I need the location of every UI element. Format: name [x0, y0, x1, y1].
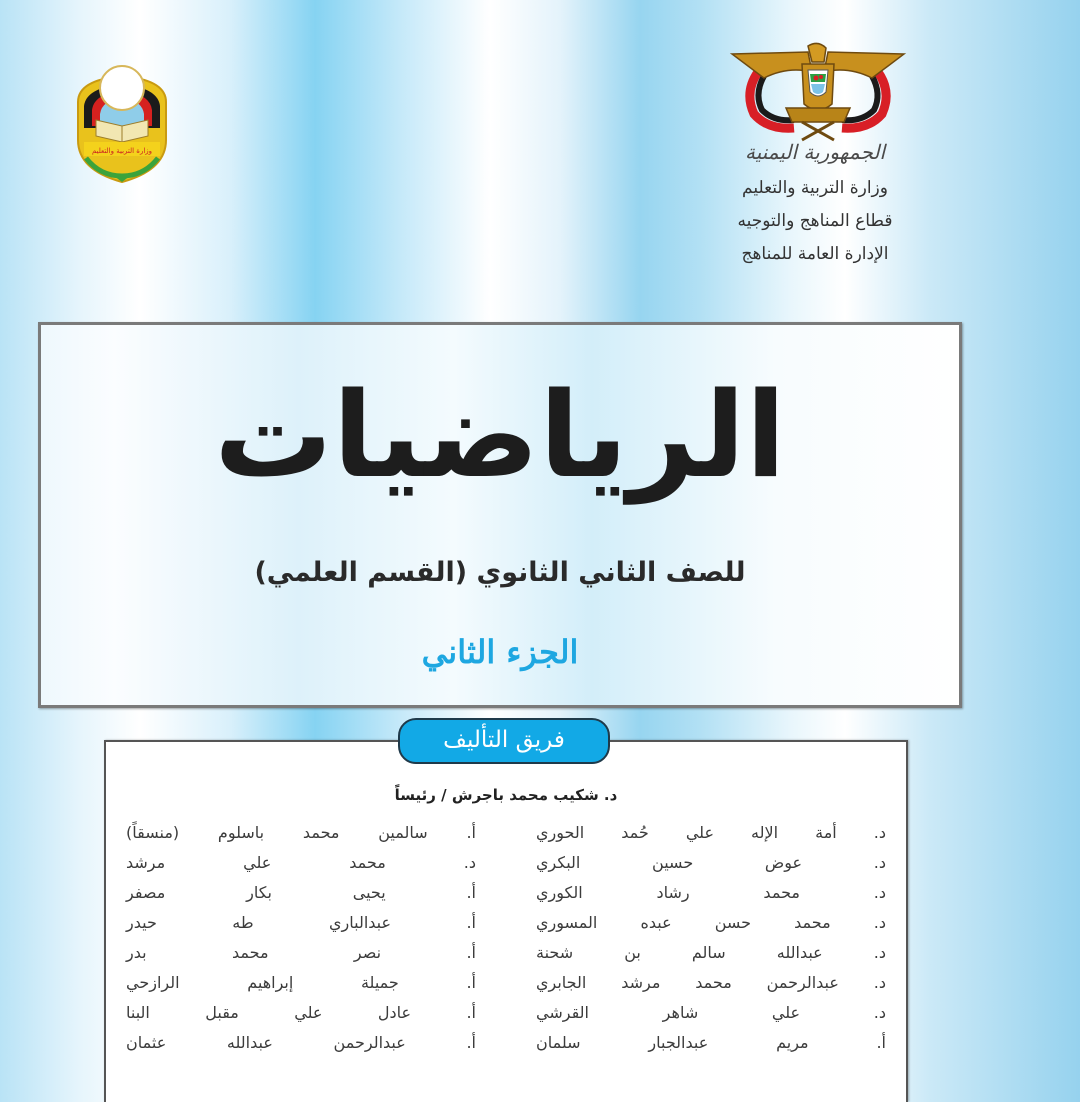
- author-item: أ. مريم عبدالجبار سلمان: [536, 1033, 886, 1052]
- author-item: أ. سالمين محمد باسلوم (منسقاً): [126, 823, 476, 842]
- author-item: د. عبدالله سالم بن شحنة: [536, 943, 886, 962]
- ministry-logo: [70, 62, 174, 186]
- authors-column-left: [126, 818, 476, 1058]
- author-item: د. محمد رشاد الكوري: [536, 883, 886, 902]
- author-item: د. محمد علي مرشد: [126, 853, 476, 872]
- yemen-emblem: [728, 42, 908, 142]
- author-item: أ. نصر محمد بدر: [126, 943, 476, 962]
- author-item: أ. عبدالرحمن عبدالله عثمان: [126, 1033, 476, 1052]
- author-item: أ. جميلة إبراهيم الرازحي: [126, 973, 476, 992]
- government-header: [700, 140, 930, 271]
- country-name: الجمهورية اليمنية: [744, 140, 886, 164]
- authors-column-right: [536, 818, 886, 1058]
- author-item: أ. يحيى بكار مصفر: [126, 883, 476, 902]
- ministry-name: وزارة التربية والتعليم: [742, 178, 888, 198]
- sector-name: قطاع المناهج والتوجيه: [737, 211, 893, 231]
- title-box: [38, 322, 962, 708]
- author-item: د. علي شاهر القرشي: [536, 1003, 886, 1022]
- head-author: د. شكيب محمد باجرش / رئيساً: [394, 786, 618, 804]
- author-item: أ. عبدالباري طه حيدر: [126, 913, 476, 932]
- author-item: د. محمد حسن عبده المسوري: [536, 913, 886, 932]
- book-title: الرياضيات: [214, 366, 786, 504]
- ministry-emblem-icon: [70, 62, 174, 186]
- authors-box: [104, 740, 908, 1102]
- author-item: د. عوض حسين البكري: [536, 853, 886, 872]
- svg-text:وزارة التربية والتعليم: وزارة التربية والتعليم: [91, 147, 153, 155]
- eagle-emblem-icon: [728, 42, 908, 142]
- department-name: الإدارة العامة للمناهج: [741, 244, 889, 264]
- book-subtitle: للصف الثاني الثانوي (القسم العلمي): [254, 557, 746, 588]
- authors-team-label: فريق التأليف: [398, 718, 610, 764]
- author-item: أ. عادل علي مقبل البنا: [126, 1003, 476, 1022]
- author-item: د. عبدالرحمن محمد مرشد الجابري: [536, 973, 886, 992]
- author-item: د. أمة الإله علي حُمد الحوري: [536, 823, 886, 842]
- book-part: الجزء الثاني: [421, 633, 579, 671]
